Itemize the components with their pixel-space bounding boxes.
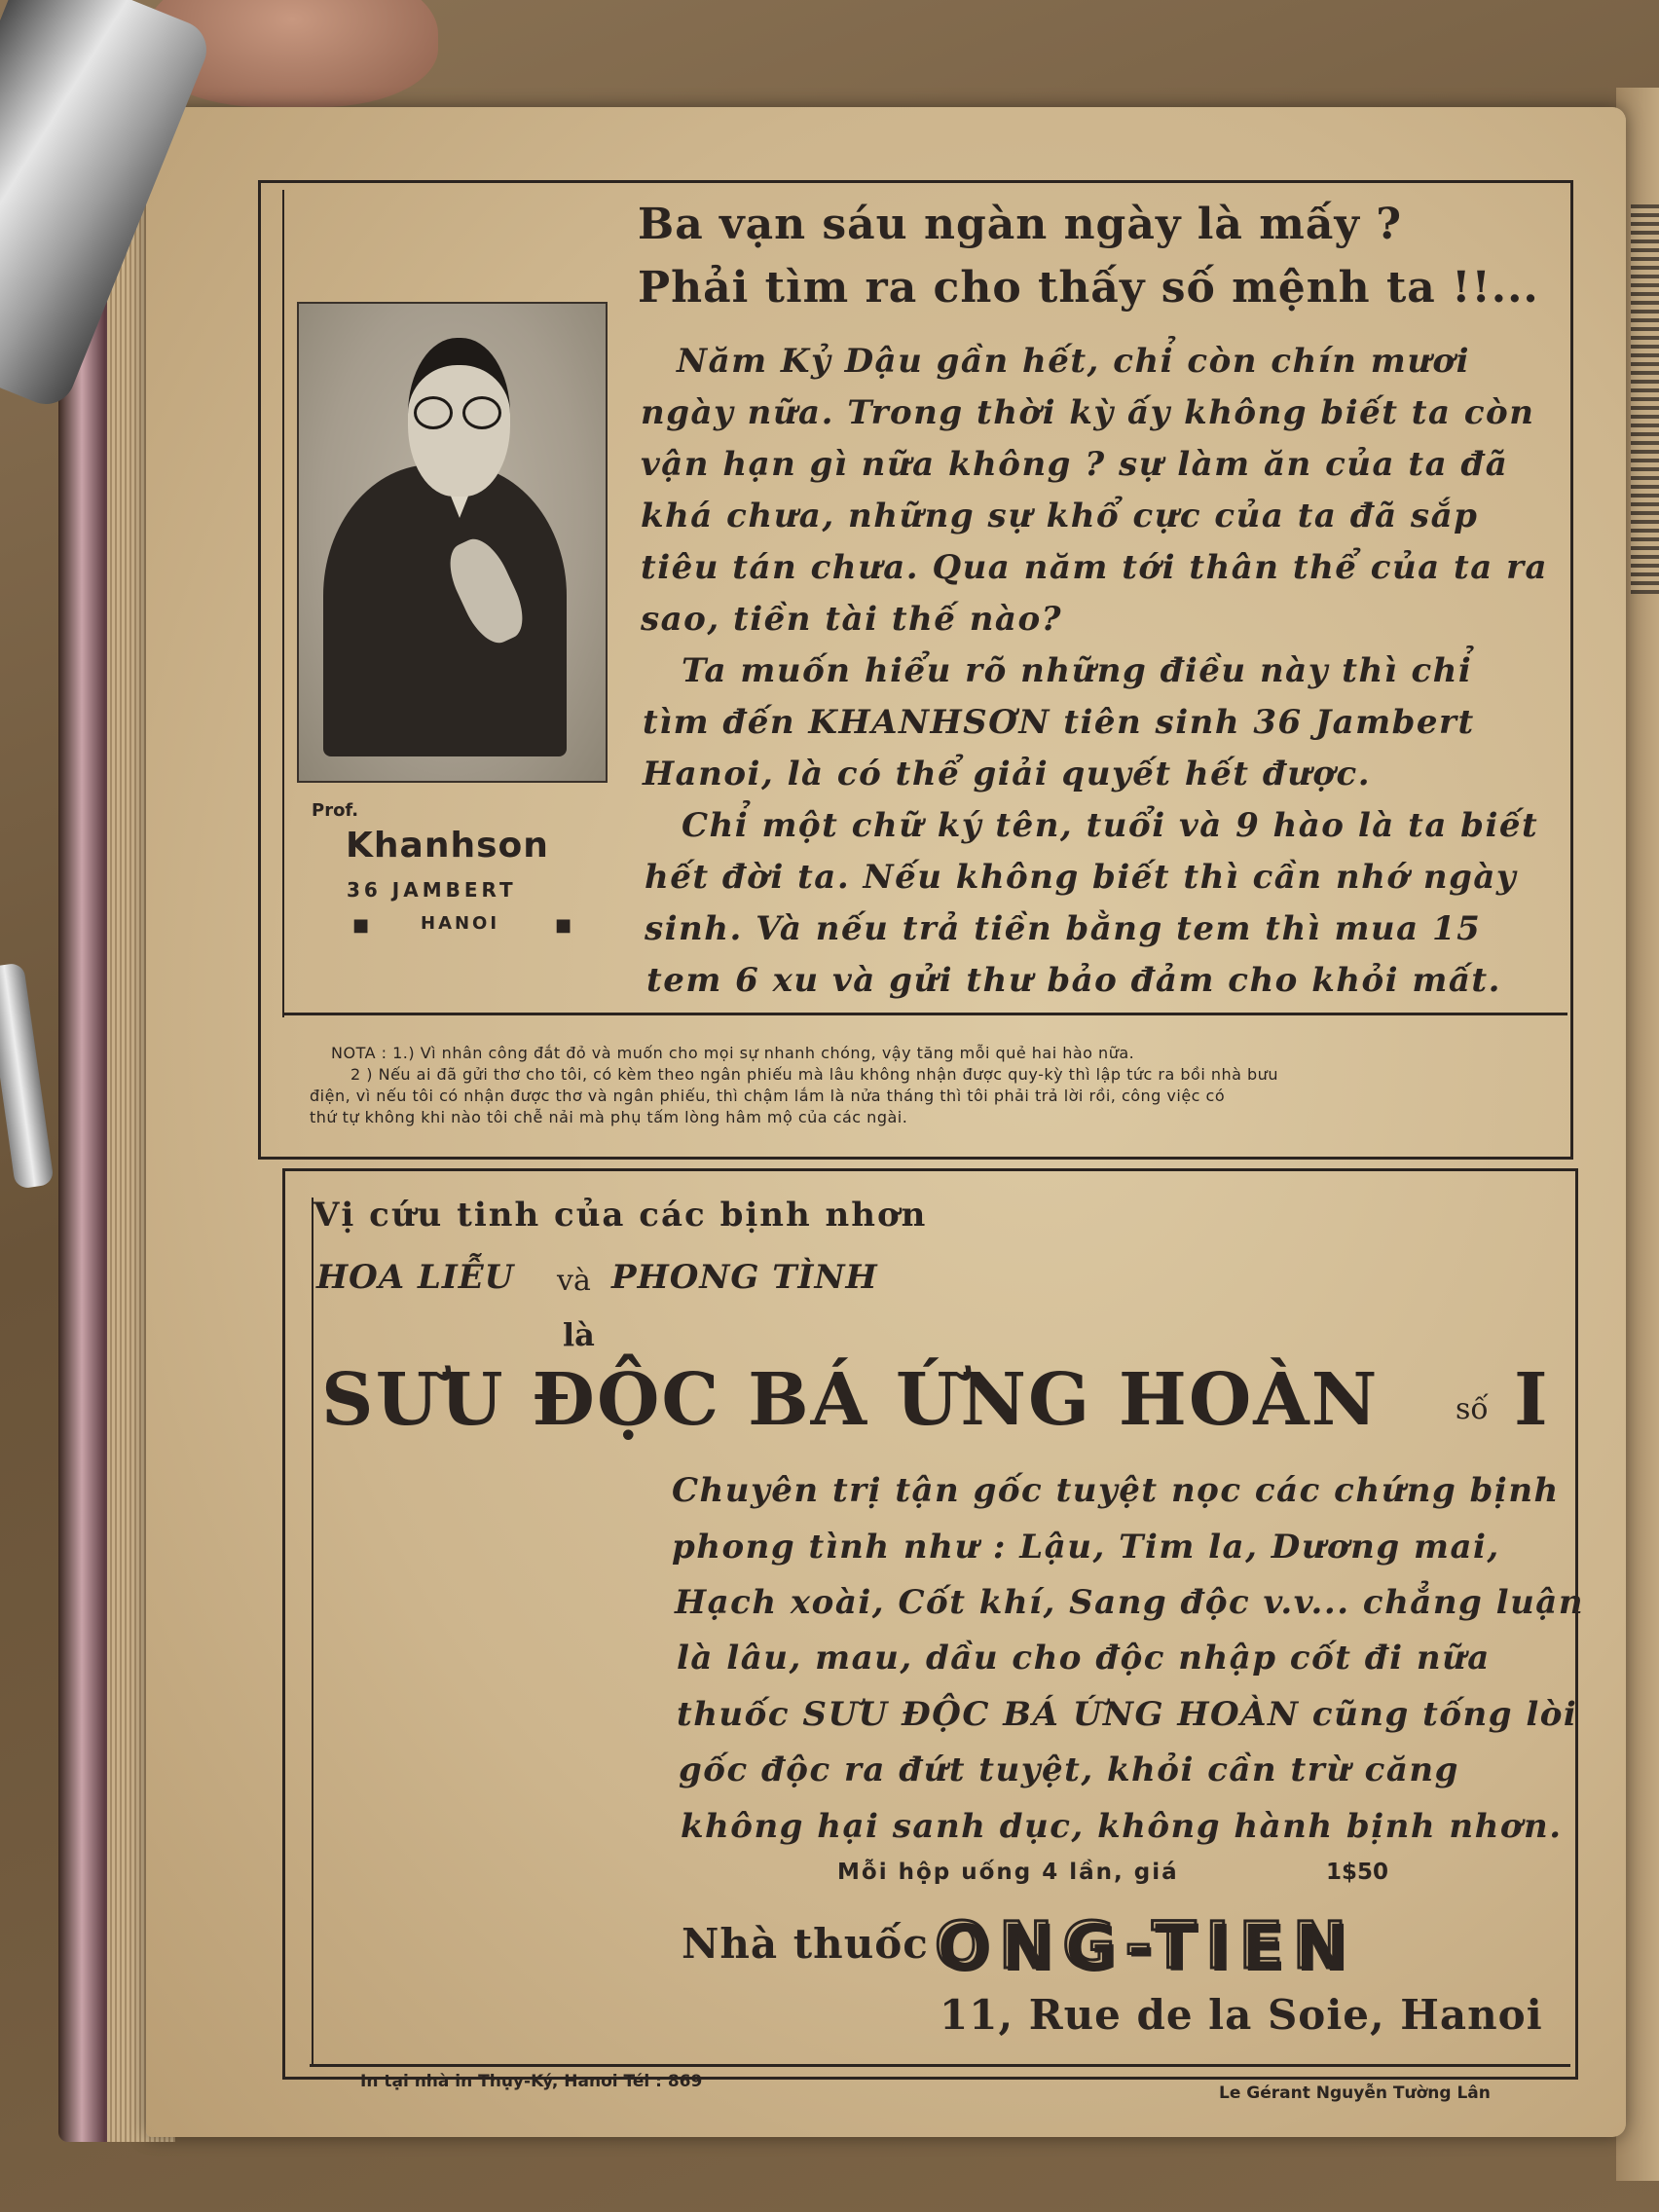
nota-line-2: 2 ) Nếu ai đã gửi thơ cho tôi, có kèm theo ngân phiếu mà lâu không nhận được quy-kỳ thì lập tức ra bồi nhà bưu [350,1065,1278,1084]
fortune-headline-2: Phải tìm ra cho thấy số mệnh ta !!... [638,263,1539,313]
facing-page-print [1631,204,1659,594]
product-number: I [1514,1358,1550,1442]
medicine-line-1: Chuyên trị tận gốc tuyệt nọc các chứng bịnh [672,1471,1560,1510]
product-number-label: số [1456,1392,1489,1426]
fortune-line-8: tìm đến KHANHSƠN tiên sinh 36 Jambert [643,703,1475,742]
product-name: SƯU ĐỘC BÁ ỨNG HOÀN [321,1358,1380,1442]
fortune-line-2: ngày nữa. Trong thời kỳ ấy không biết ta còn [641,393,1535,432]
caption-name: Khanhson [346,826,549,866]
shop-name: ONG-TIEN [935,1908,1357,1983]
medicine-line-6: gốc độc ra đứt tuyệt, khỏi cần trừ căng [679,1751,1459,1789]
fortune-line-12: sinh. Và nếu trả tiền bằng tem thì mua 15 [645,909,1482,948]
shop-label: Nhà thuốc [682,1920,929,1968]
disease-2: PHONG TÌNH [611,1258,878,1297]
footer-rule [310,2064,1570,2067]
fortune-line-9: Hanoi, là có thể giải quyết hết được. [643,755,1372,793]
caption-address: 36 JAMBERT [347,878,517,902]
medicine-la: là [563,1316,595,1353]
fortune-line-3: vận hạn gì nữa không ? sự làm ăn của ta đã [641,445,1509,484]
medicine-line-5: thuốc SƯU ĐỘC BÁ ỨNG HOÀN cũng tống lòi [677,1695,1578,1734]
nota-line-4: thứ tự không khi nào tôi chễ nải mà phụ tấm lòng hâm mộ của các ngài. [310,1108,908,1126]
portrait-photo [297,302,608,783]
medicine-line-3: Hạch xoài, Cốt khí, Sang độc v.v... chẳng luận [675,1583,1585,1622]
medicine-line-7: không hại sanh dục, không hành bịnh nhơn. [681,1807,1563,1846]
disease-and: và [557,1264,591,1298]
shop-address: 11, Rue de la Soie, Hanoi [940,1991,1543,2039]
nota-line-1: NOTA : 1.) Vì nhân công đắt đỏ và muốn cho mọi sự nhanh chóng, vậy tăng mỗi quẻ hai hào nữa. [331,1044,1135,1062]
fortune-line-6: sao, tiền tài thế nào? [641,600,1063,639]
printer-credit: In tại nhà in Thụy-Ký, Hanoi Tél : 869 [360,2072,703,2091]
fortune-line-10: Chỉ một chữ ký tên, tuổi và 9 hào là ta biết [682,806,1539,845]
dosage-text: Mỗi hộp uống 4 lần, giá [837,1860,1179,1885]
fortune-line-13: tem 6 xu và gửi thư bảo đảm cho khỏi mất. [646,961,1501,1000]
medicine-line-4: là lâu, mau, dầu cho độc nhập cốt đi nữa [677,1639,1491,1677]
fortune-line-4: khá chưa, những sự khổ cực của ta đã sắp [641,497,1479,535]
medicine-line-2: phong tình như : Lậu, Tim la, Dương mai, [672,1528,1500,1567]
manager-credit: Le Gérant Nguyễn Tường Lân [1219,2083,1491,2103]
fortune-ad-divider [282,1013,1567,1015]
price: 1$50 [1326,1860,1389,1885]
fortune-line-7: Ta muốn hiểu rõ những điều này thì chỉ [682,651,1473,690]
medicine-intro: Vị cứu tinh của các bịnh nhơn [313,1196,928,1235]
caption-prof: Prof. [312,800,359,821]
fortune-line-5: tiêu tán chưa. Qua năm tới thân thể của ta ra [641,548,1549,587]
fortune-line-1: Năm Kỷ Dậu gần hết, chỉ còn chín mươi [677,342,1471,381]
nota-line-3: điện, vì nếu tôi có nhận được thơ và ngân phiếu, thì chậm lắm là nửa tháng thì tôi phải trả lời rồi, công việc có [310,1087,1226,1105]
fortune-line-11: hết đời ta. Nếu không biết thì cần nhớ ngày [645,858,1518,897]
caption-city: HANOI [421,913,500,934]
caption-square-right: ■ [555,915,572,936]
caption-square-left: ■ [352,915,370,936]
fortune-headline-1: Ba vạn sáu ngàn ngày là mấy ? [638,200,1402,249]
disease-1: HOA LIỄU [316,1258,515,1297]
